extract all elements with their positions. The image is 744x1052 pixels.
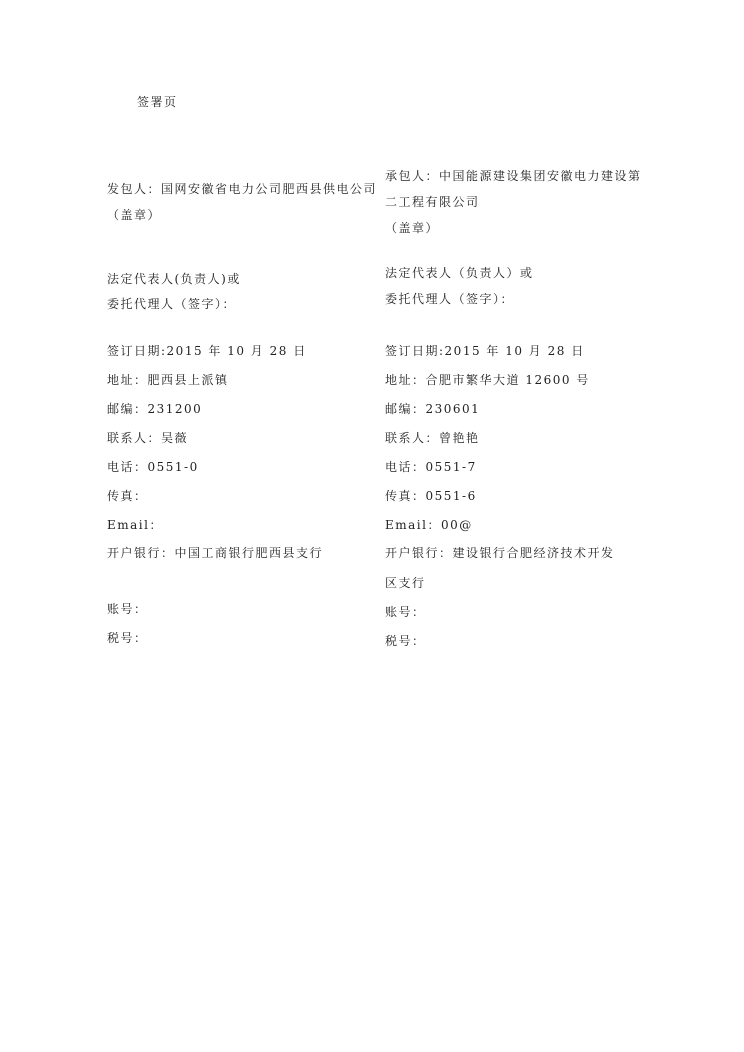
contractor-contact: 联系人：曾艳艳 (385, 431, 480, 445)
contractor-bank-line1: 开户银行：建设银行合肥经济技术开发 (385, 546, 615, 560)
contractor-bank-line2: 区支行 (385, 576, 426, 590)
employer-name: 发包人：国网安徽省电力公司肥西县供电公司 (107, 182, 378, 196)
employer-fax: 传真： (107, 489, 148, 503)
contractor-account: 账号： (385, 605, 426, 619)
employer-tax-id: 税号： (107, 631, 148, 645)
contractor-name-line1: 承包人：中国能源建设集团安徽电力建设第 (385, 169, 642, 183)
page-title: 签署页 (137, 95, 178, 109)
contractor-seal: （盖章） (385, 221, 440, 235)
employer-postcode: 邮编：231200 (107, 402, 203, 416)
contractor-email: Email：00@ (385, 518, 473, 532)
employer-seal: （盖章） (107, 208, 162, 222)
contractor-agent-signature: 委托代理人（签字）： (385, 292, 515, 306)
employer-sign-date: 签订日期:2015 年 10 月 28 日 (107, 344, 307, 358)
employer-contact: 联系人：吴薇 (107, 431, 189, 445)
employer-agent-signature: 委托代理人（签字）： (107, 297, 237, 311)
contractor-tax-id: 税号： (385, 634, 426, 648)
employer-address: 地址：肥西县上派镇 (107, 373, 229, 387)
contractor-name-line2: 二工程有限公司 (385, 195, 480, 209)
employer-email: Email： (107, 518, 163, 532)
contractor-phone: 电话：0551-7 (385, 460, 477, 474)
employer-account: 账号： (107, 602, 148, 616)
employer-rep-label: 法定代表人(负责人)或 (107, 272, 241, 286)
employer-bank: 开户银行：中国工商银行肥西县支行 (107, 546, 324, 560)
contractor-sign-date: 签订日期:2015 年 10 月 28 日 (385, 344, 585, 358)
contractor-postcode: 邮编：230601 (385, 402, 481, 416)
contractor-rep-label: 法定代表人（负责人）或 (385, 266, 534, 280)
contractor-address: 地址：合肥市繁华大道 12600 号 (385, 373, 590, 387)
contractor-fax: 传真：0551-6 (385, 489, 477, 503)
employer-phone: 电话：0551-0 (107, 460, 199, 474)
